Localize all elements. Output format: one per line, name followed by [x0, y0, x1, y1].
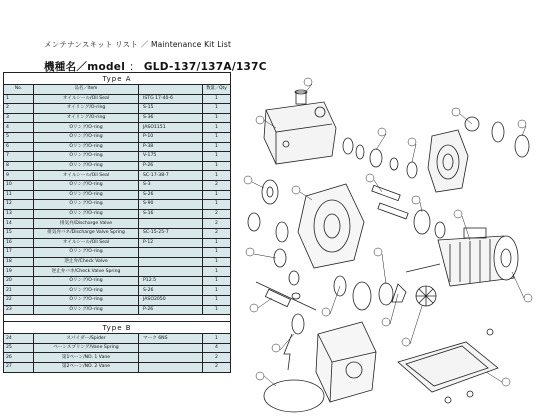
row-qty: 1 [203, 94, 231, 104]
row-item-name: Oリング/O-ring [34, 132, 139, 142]
row-qty: 1 [203, 113, 231, 123]
type-a-title: Type A [4, 73, 231, 85]
row-qty: 1 [203, 132, 231, 142]
row-item-name: 第2ベーン/NO. 2 Vane [34, 363, 139, 373]
row-part-number: JASO2050 [139, 296, 203, 306]
row-no: 18 [4, 257, 34, 267]
table-row [4, 104, 231, 114]
row-part-number: マーク 6NS [139, 334, 203, 344]
table-row [4, 296, 231, 306]
row-qty: 4 [203, 343, 231, 353]
table-row [4, 113, 231, 123]
row-no: 12 [4, 200, 34, 210]
row-no: 27 [4, 363, 34, 373]
row-no: 3 [4, 113, 34, 123]
row-item-name: Oリング/O-ring [34, 248, 139, 258]
row-no: 21 [4, 286, 34, 296]
gasket-disc-drawing [264, 380, 324, 412]
row-part-number: P-38 [139, 142, 203, 152]
row-part-number [139, 257, 203, 267]
row-part-number: S-26 [139, 190, 203, 200]
row-item-name: Oリング/O-ring [34, 296, 139, 306]
row-part-number [139, 353, 203, 363]
row-no: 13 [4, 209, 34, 219]
parts-table [3, 72, 231, 373]
table-row [4, 286, 231, 296]
row-part-number [139, 248, 203, 258]
gear-housing-drawing [284, 293, 376, 402]
row-item-name: ベーンスプリング/Vane Spring [34, 343, 139, 353]
row-qty: 1 [203, 190, 231, 200]
row-item-name: オイリング/O-ring [34, 113, 139, 123]
row-no: 4 [4, 123, 34, 133]
row-qty: 2 [203, 209, 231, 219]
coupling-drawing [379, 283, 436, 306]
row-part-number: S-26 [139, 286, 203, 296]
row-no: 11 [4, 190, 34, 200]
row-item-name: Oリング/O-ring [34, 123, 139, 133]
row-qty: 1 [203, 152, 231, 162]
row-part-number: P-12 [139, 238, 203, 248]
end-cover-drawing [428, 117, 529, 192]
row-no: 25 [4, 343, 34, 353]
row-item-name: Oリング/O-ring [34, 200, 139, 210]
base-plate-drawing [398, 329, 498, 403]
row-no: 2 [4, 104, 34, 114]
col-part [139, 85, 203, 95]
table-row [4, 238, 231, 248]
row-no: 9 [4, 171, 34, 181]
row-item-name: Oリング/O-ring [34, 190, 139, 200]
kit-list-title-jp: メンテナンスキット リスト [44, 40, 139, 49]
row-part-number: P-26 [139, 161, 203, 171]
table-row [4, 353, 231, 363]
row-part-number [139, 343, 203, 353]
table-row [4, 228, 231, 238]
row-no: 23 [4, 305, 34, 315]
rotor-assembly-drawing [298, 184, 445, 268]
row-part-number: SC-15-25-7 [139, 228, 203, 238]
table-row [4, 343, 231, 353]
row-no: 17 [4, 248, 34, 258]
row-qty: 1 [203, 267, 231, 277]
row-part-number: SC-17-38-7 [139, 171, 203, 181]
row-part-number: P-10 [139, 132, 203, 142]
row-no: 5 [4, 132, 34, 142]
table-row [4, 200, 231, 210]
row-qty: 1 [203, 200, 231, 210]
row-item-name: オイリング/O-ring [34, 104, 139, 114]
table-row [4, 94, 231, 104]
row-qty: 1 [203, 276, 231, 286]
row-part-number: S-16 [139, 209, 203, 219]
type-b-title: Type B [4, 322, 231, 334]
row-qty: 1 [203, 286, 231, 296]
row-item-name: オイルシール/Oil Seal [34, 238, 139, 248]
table-row [4, 190, 231, 200]
row-no: 15 [4, 228, 34, 238]
row-part-number: V-175 [139, 152, 203, 162]
model-value: GLD-137/137A/137C [143, 61, 267, 73]
table-row [4, 132, 231, 142]
row-item-name: オイルシール/Oil Seal [34, 94, 139, 104]
row-part-number: S-3 [139, 180, 203, 190]
row-part-number: S-15 [139, 104, 203, 114]
row-no: 14 [4, 219, 34, 229]
row-qty: 1 [203, 171, 231, 181]
row-qty: 1 [203, 296, 231, 306]
row-no: 24 [4, 334, 34, 344]
row-qty: 1 [203, 123, 231, 133]
exploded-parts-diagram [236, 72, 558, 418]
row-qty: 2 [203, 363, 231, 373]
table-row [4, 276, 231, 286]
row-qty: 1 [203, 248, 231, 258]
row-part-number [139, 363, 203, 373]
row-part-number: P12.5 [139, 276, 203, 286]
table-row [4, 305, 231, 315]
row-qty: 1 [203, 305, 231, 315]
row-no: 10 [4, 180, 34, 190]
row-item-name: 逆止弁バネ/Check Valve Spring [34, 267, 139, 277]
row-item-name: 逆止弁/Check Valve [34, 257, 139, 267]
kit-list-title-en: Maintenance Kit List [150, 40, 232, 49]
col-item: 品名／Item [34, 85, 139, 95]
table-row [4, 142, 231, 152]
row-qty: 1 [203, 142, 231, 152]
row-item-name: Oリング/O-ring [34, 142, 139, 152]
row-qty: 1 [203, 257, 231, 267]
row-item-name: Oリング/O-ring [34, 276, 139, 286]
col-no: No. [4, 85, 34, 95]
row-item-name: Oリング/O-ring [34, 305, 139, 315]
row-qty: 2 [203, 228, 231, 238]
row-part-number: JASO1151 [139, 123, 203, 133]
row-part-number: S-90 [139, 200, 203, 210]
table-row [4, 267, 231, 277]
table-row [4, 152, 231, 162]
row-no: 19 [4, 267, 34, 277]
row-item-name: 排気弁/Discharge Valve [34, 219, 139, 229]
table-row [4, 248, 231, 258]
row-qty: 2 [203, 353, 231, 363]
row-qty: 1 [203, 161, 231, 171]
row-part-number: ISTG 17-40-6 [139, 94, 203, 104]
table-row [4, 257, 231, 267]
motor-drawing [406, 228, 518, 286]
row-no: 6 [4, 142, 34, 152]
table-row [4, 161, 231, 171]
row-item-name: スパイダー/Spider [34, 334, 139, 344]
row-qty: 1 [203, 334, 231, 344]
row-item-name: Oリング/O-ring [34, 180, 139, 190]
row-no: 7 [4, 152, 34, 162]
row-no: 8 [4, 161, 34, 171]
row-item-name: 排気弁バネ/Discharge Valve Spring [34, 228, 139, 238]
row-item-name: 第1ベーン/NO. 1 Vane [34, 353, 139, 363]
model-line: 機種名／model ： GLD-137/137A/137C [44, 61, 267, 73]
table-row [4, 209, 231, 219]
table-row [4, 219, 231, 229]
model-label: 機種名／model [44, 61, 126, 73]
table-row [4, 180, 231, 190]
row-no: 20 [4, 276, 34, 286]
table-row [4, 123, 231, 133]
row-item-name: Oリング/O-ring [34, 152, 139, 162]
row-qty: 1 [203, 104, 231, 114]
row-no: 16 [4, 238, 34, 248]
row-item-name: Oリング/O-ring [34, 286, 139, 296]
kit-list-title [44, 39, 231, 50]
row-part-number [139, 219, 203, 229]
row-no: 1 [4, 94, 34, 104]
row-part-number: S-36 [139, 113, 203, 123]
row-no: 26 [4, 353, 34, 363]
table-row [4, 171, 231, 181]
row-part-number [139, 267, 203, 277]
row-part-number: P-26 [139, 305, 203, 315]
table-row [4, 363, 231, 373]
row-qty: 1 [203, 238, 231, 248]
table-row [4, 334, 231, 344]
row-item-name: オイルシール/Oil Seal [34, 171, 139, 181]
row-item-name: Oリング/O-ring [34, 209, 139, 219]
row-no: 22 [4, 296, 34, 306]
side-cover-drawing [248, 180, 288, 242]
row-qty: 2 [203, 219, 231, 229]
col-qty: 数量／Qty [203, 85, 231, 95]
row-item-name: Oリング/O-ring [34, 161, 139, 171]
title-slash: ／ [140, 40, 149, 49]
row-qty: 2 [203, 180, 231, 190]
